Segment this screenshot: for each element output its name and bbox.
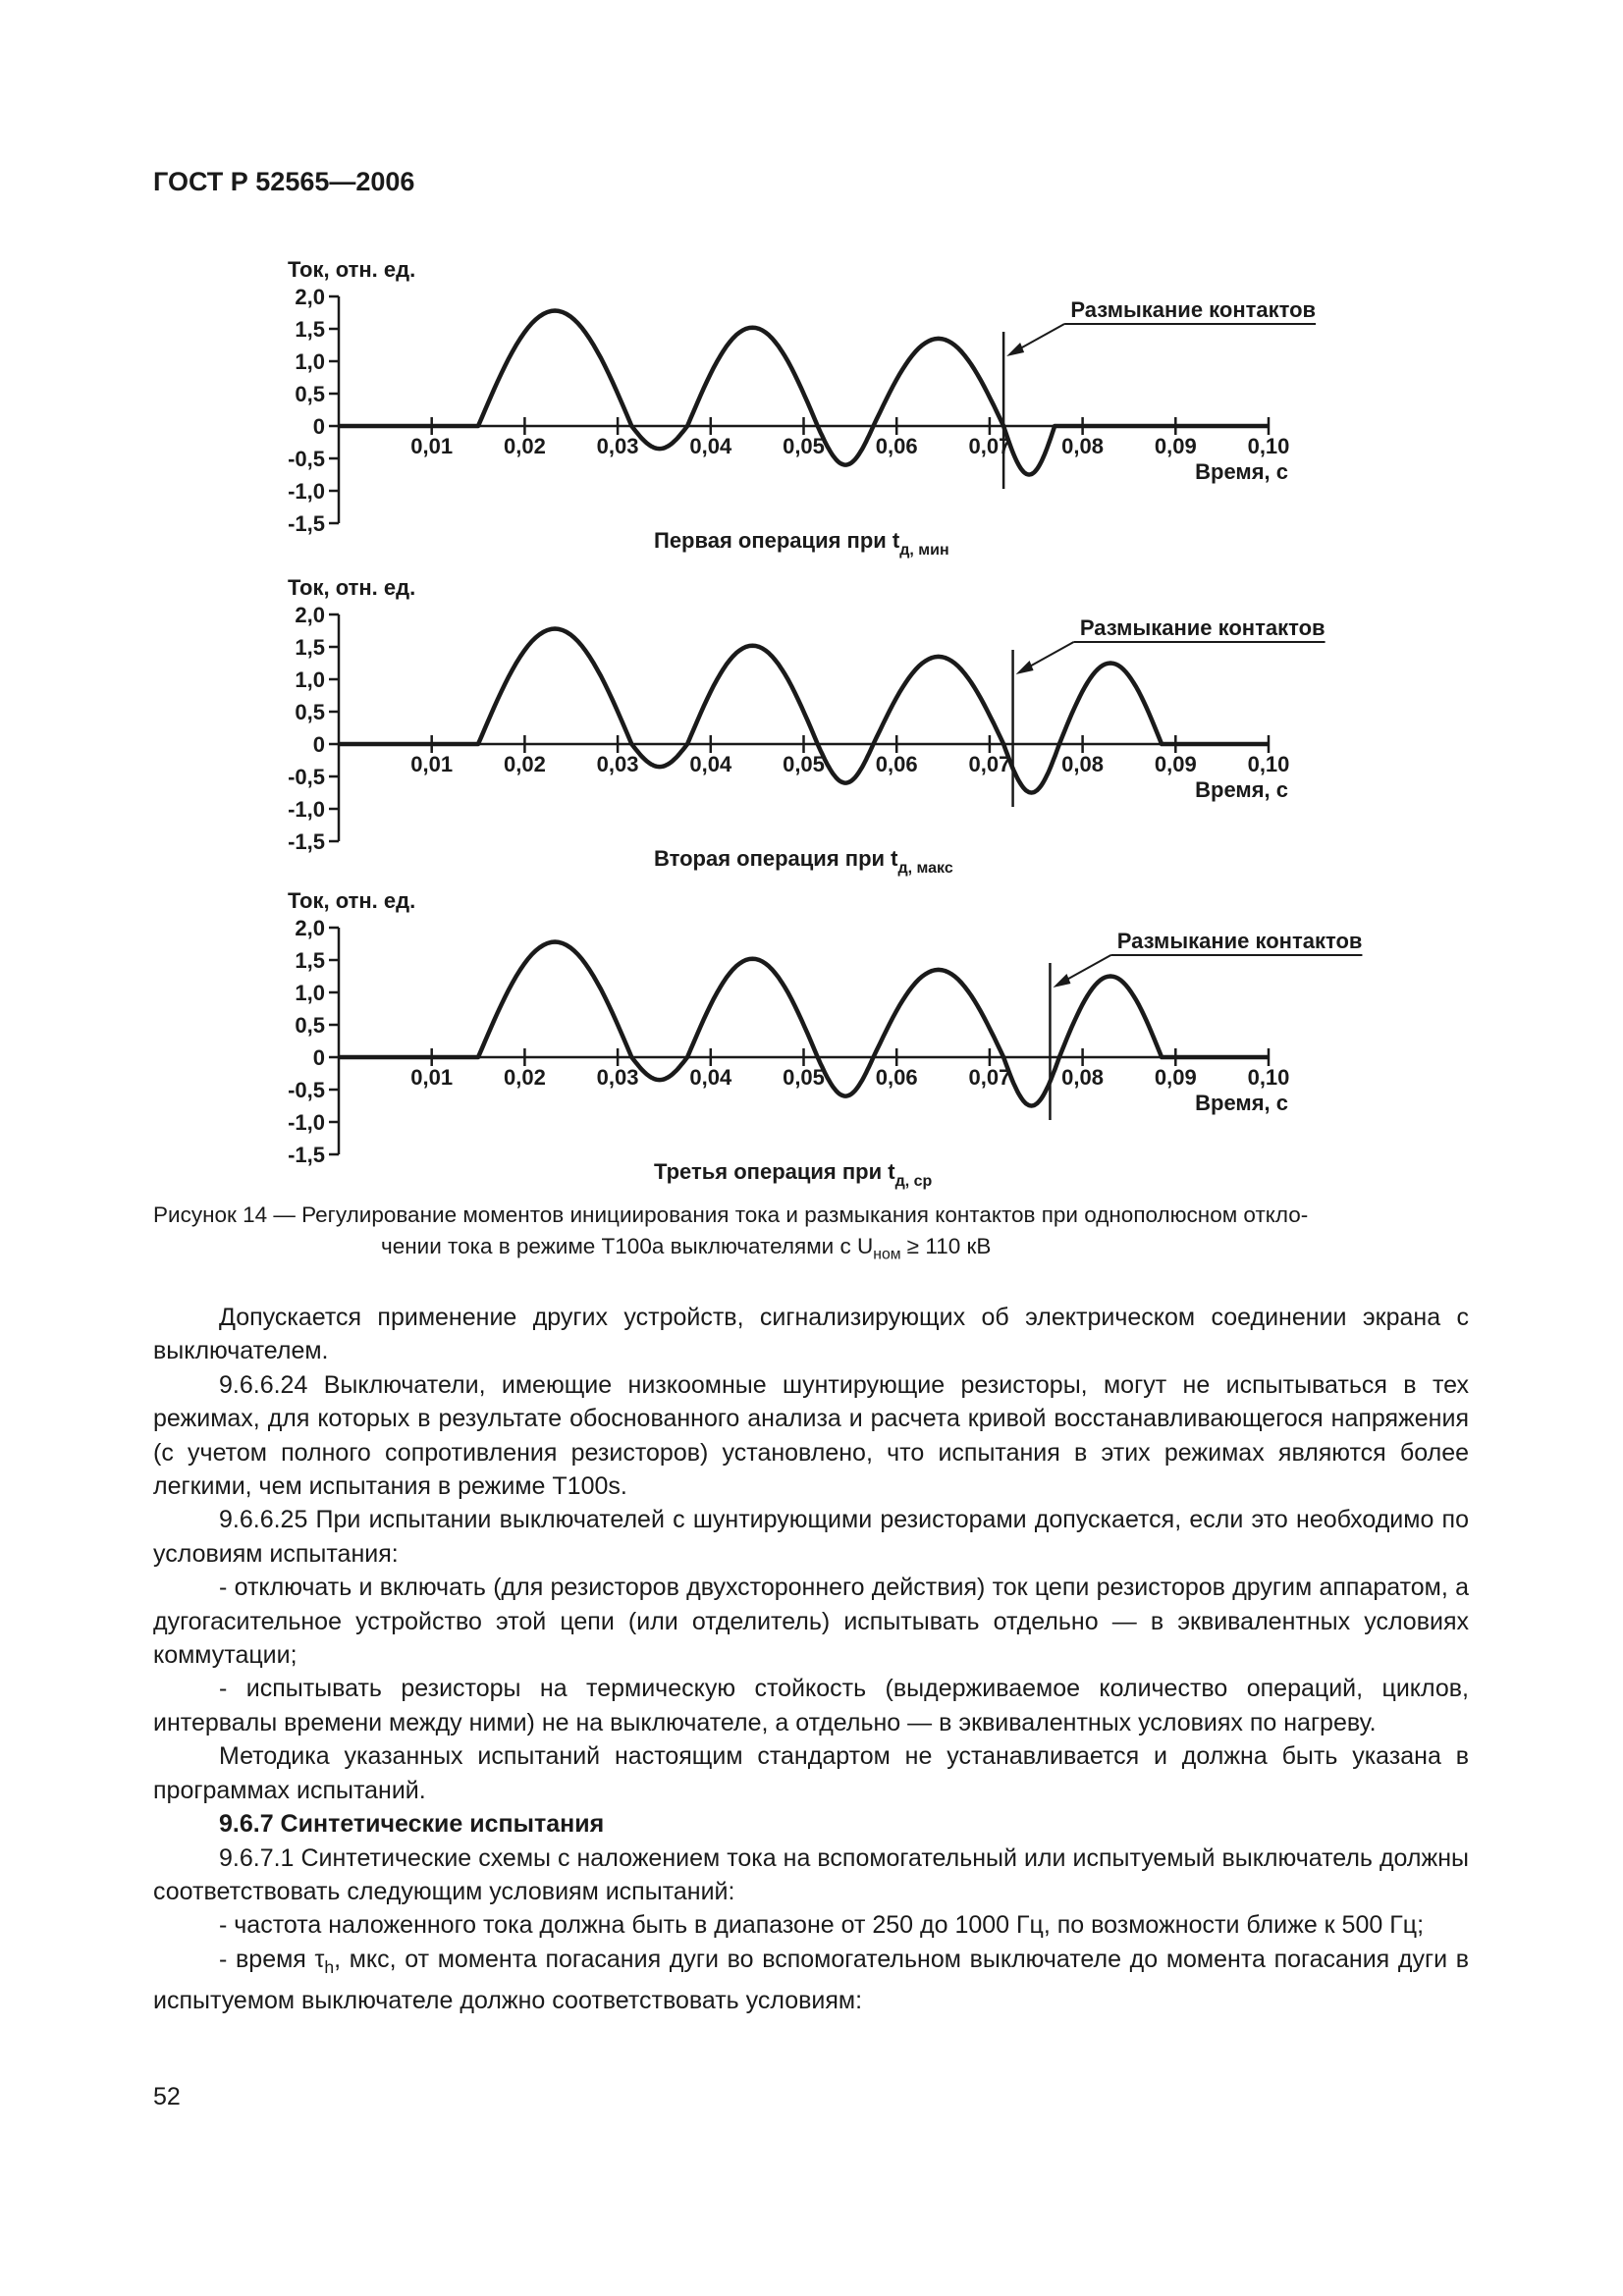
figure-caption <box>153 1200 1469 1271</box>
paragraph: Допускается применение других устройств, сигнализирующих об электрическом соединении экрана с выключателем. <box>153 1304 1469 1365</box>
x-tick-label: 0,09 <box>1154 434 1197 458</box>
y-tick-label: 0 <box>312 732 325 757</box>
y-tick-label: -0,5 <box>288 447 325 471</box>
x-tick-label: 0,06 <box>875 1065 918 1090</box>
y-tick-label: -1,5 <box>288 511 325 536</box>
x-tick-label: 0,01 <box>410 434 454 458</box>
x-axis-label: Время, с <box>1195 1091 1288 1115</box>
y-tick-label: -1,0 <box>288 479 325 504</box>
x-tick-label: 0,04 <box>689 434 732 458</box>
section-heading: 9.6.7 Синтетические испытания <box>219 1810 605 1839</box>
x-tick-label: 0,07 <box>968 752 1011 776</box>
x-tick-label: 0,03 <box>596 1065 639 1090</box>
chart-group <box>288 257 1316 559</box>
y-tick-label: 2,0 <box>295 603 325 627</box>
chart-caption <box>654 528 949 559</box>
chart-caption-sub: д, ср <box>894 1173 933 1190</box>
x-tick-label: 0,10 <box>1247 434 1290 458</box>
x-tick-label: 0,05 <box>783 1065 825 1090</box>
contact-opening-label: Размыкание контактов <box>1079 615 1325 640</box>
y-tick-label: 2,0 <box>295 916 325 940</box>
y-tick-label: 1,5 <box>295 317 325 342</box>
y-axis-label: Ток, отн. ед. <box>288 888 416 913</box>
caption-line-2: чении тока в режиме Т100а выключателями с $U_{ном} \ge 110$ кВ <box>381 1234 992 1263</box>
y-tick-label: -1,5 <box>288 829 325 854</box>
contact-opening-label: Размыкание контактов <box>1116 929 1363 953</box>
x-tick-label: 0,02 <box>503 1065 546 1090</box>
x-tick-label: 0,03 <box>596 752 639 776</box>
chart-caption-main: Первая операция при t <box>654 528 900 553</box>
x-tick-label: 0,05 <box>783 434 825 458</box>
x-tick-label: 0,03 <box>596 434 639 458</box>
x-tick-label: 0,02 <box>503 752 546 776</box>
x-tick-label: 0,01 <box>410 752 454 776</box>
chart-first-operation <box>0 255 1623 569</box>
paragraph: 9.6.6.24 Выключатели, имеющие низкоомные шунтирующие резисторы, могут не испытываться в тех режимах, для которых в результате обоснованного анализа и расчета кривой восстанавливающегося напряжения (с учетом полного сопротивления резисторов) установлено, что испытания в этих режимах являются более легкими, чем испытания в режиме Т100s. <box>153 1370 1469 1501</box>
caption-line-1: Рисунок 14 — Регулирование моментов инициирования тока и размыкания контактов при однополюсном откло- <box>153 1202 1309 1227</box>
y-tick-label: -1,0 <box>288 1110 325 1135</box>
y-tick-label: -0,5 <box>288 765 325 789</box>
y-tick-label: 0,5 <box>295 1013 325 1038</box>
x-tick-label: 0,08 <box>1061 434 1105 458</box>
paragraph: - отключать и включать (для резисторов двухстороннего действия) ток цепи резисторов другим аппаратом, а дугогасительное устройство этой цепи (или отделитель) испытывать отдельно — в эквивалентных условиях коммутации; <box>153 1574 1469 1670</box>
chart-caption <box>654 1159 933 1190</box>
x-tick-label: 0,07 <box>968 434 1011 458</box>
chart-caption-main: Вторая операция при t <box>654 846 898 871</box>
y-tick-label: -1,5 <box>288 1143 325 1167</box>
x-tick-label: 0,08 <box>1061 752 1105 776</box>
annotation-arrowhead <box>1006 343 1024 356</box>
chart-caption-main: Третья операция при t <box>654 1159 895 1184</box>
document-header: ГОСТ Р 52565—2006 <box>153 167 415 196</box>
y-tick-label: 1,0 <box>295 981 325 1005</box>
y-tick-label: 1,0 <box>295 667 325 692</box>
paragraph: Методика указанных испытаний настоящим стандартом не устанавливается и должна быть указана в программах испытаний. <box>153 1742 1469 1804</box>
x-tick-label: 0,08 <box>1061 1065 1105 1090</box>
chart-group <box>288 888 1362 1190</box>
page-number: 52 <box>153 2083 181 2110</box>
y-tick-label: -1,0 <box>288 797 325 822</box>
y-tick-label: 0,5 <box>295 382 325 406</box>
x-tick-label: 0,10 <box>1247 752 1290 776</box>
annotation-arrowhead <box>1053 974 1070 988</box>
y-tick-label: -0,5 <box>288 1078 325 1102</box>
chart-caption <box>654 846 953 877</box>
x-tick-label: 0,02 <box>503 434 546 458</box>
chart-third-operation <box>0 886 1623 1201</box>
y-tick-label: 1,0 <box>295 349 325 374</box>
annotation-arrowhead <box>1016 661 1034 674</box>
y-tick-label: 0 <box>312 414 325 439</box>
x-tick-label: 0,07 <box>968 1065 1011 1090</box>
y-axis-label: Ток, отн. ед. <box>288 575 416 600</box>
paragraph: - время $\tau_h$, мкс, от момента погасания дуги во вспомогательном выключателе до момента погасания дуги в испытуемом выключателе должно соответствовать условиям: <box>153 1945 1470 2015</box>
x-tick-label: 0,04 <box>689 752 732 776</box>
chart-caption-sub: д, мин <box>899 542 949 559</box>
x-axis-label: Время, с <box>1195 459 1288 484</box>
y-axis-label: Ток, отн. ед. <box>288 257 416 282</box>
y-tick-label: 1,5 <box>295 635 325 660</box>
paragraph: 9.6.7.1 Синтетические схемы с наложением тока на вспомогательный или испытуемый выключатель должны соответствовать следующим условиям испытаний: <box>153 1843 1469 1905</box>
x-tick-label: 0,06 <box>875 752 918 776</box>
chart-caption-sub: д, макс <box>897 860 953 877</box>
x-tick-label: 0,05 <box>783 752 825 776</box>
body-text <box>153 1301 1469 2018</box>
x-tick-label: 0,09 <box>1154 1065 1197 1090</box>
x-tick-label: 0,04 <box>689 1065 732 1090</box>
x-tick-label: 0,09 <box>1154 752 1197 776</box>
y-tick-label: 1,5 <box>295 948 325 973</box>
paragraph: - частота наложенного тока должна быть в диапазоне от 250 до 1000 Гц, по возможности ближе к 500 Гц; <box>219 1911 1425 1940</box>
y-tick-label: 0 <box>312 1045 325 1070</box>
y-tick-label: 0,5 <box>295 700 325 724</box>
x-tick-label: 0,10 <box>1247 1065 1290 1090</box>
paragraph: - испытывать резисторы на термическую стойкость (выдерживаемое количество операций, циклов, интервалы времени между ними) не на выключателе, а отдельно — в эквивалентных условиях по нагреву. <box>153 1675 1469 1736</box>
chart-group <box>288 575 1325 877</box>
y-tick-label: 2,0 <box>295 285 325 309</box>
x-tick-label: 0,06 <box>875 434 918 458</box>
paragraph: 9.6.6.25 При испытании выключателей с шунтирующими резисторами допускается, если это необходимо по условиям испытания: <box>153 1506 1469 1568</box>
chart-second-operation <box>0 573 1623 887</box>
x-tick-label: 0,01 <box>410 1065 454 1090</box>
x-axis-label: Время, с <box>1195 777 1288 802</box>
contact-opening-label: Размыкание контактов <box>1070 297 1317 322</box>
